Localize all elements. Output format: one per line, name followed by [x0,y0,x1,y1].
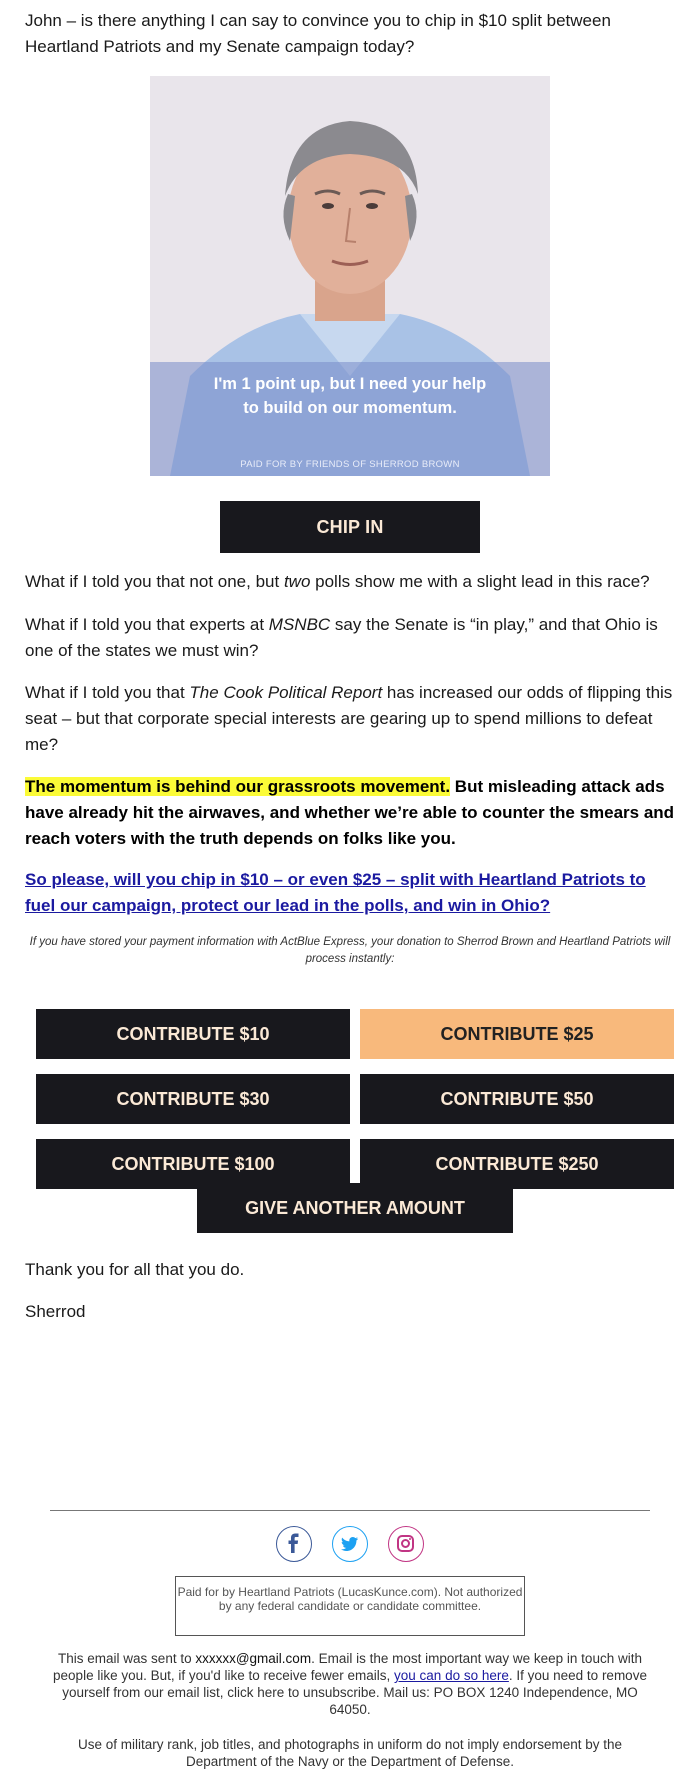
paragraph-ask [25,867,680,919]
paragraph-msnbc [25,612,675,664]
footer-email: xxxxxx@gmail.com [195,1651,312,1666]
para1-before: What if I told you that not one, but [25,572,284,591]
para1-after: polls show me with a slight lead in this race? [310,572,650,591]
give-another-amount-button[interactable]: GIVE ANOTHER AMOUNT [197,1183,513,1233]
hero-caption [150,372,550,420]
footer-rest: . If you need to remove yourself from our email list, click here to unsubscribe. Mail us: PO BOX 1240 Independence, MO 64050. [62,1668,647,1717]
thanks-text: Thank you for all that you do. [25,1260,245,1279]
para1-em: two [283,572,311,591]
intro-text: John – is there anything I can say to convince you to chip in $10 split between Heartland Patriots and my Senate campaign today? [25,11,611,56]
para2-before: What if I told you that experts at [25,615,269,634]
footer-middle: . Email is the most important way we keep in touch with people like you. But, if you'd like to receive fewer emails, [53,1651,642,1683]
contribute-10-button[interactable]: CONTRIBUTE $10 [36,1009,350,1059]
fewer-emails-link[interactable]: you can do so here [394,1668,509,1683]
contribute-25-button[interactable]: CONTRIBUTE $25 [360,1009,674,1059]
paragraph-momentum [25,774,680,852]
hero-image[interactable] [150,76,550,476]
hero-caption-line2: to build on our momentum. [243,399,457,417]
contribute-100-button[interactable]: CONTRIBUTE $100 [36,1139,350,1189]
twitter-icon[interactable] [332,1526,368,1562]
footer-divider [50,1510,650,1511]
facebook-icon[interactable] [276,1526,312,1562]
para4-rest: But misleading attack ads have already hit the airwaves, and whether we’re able to counter the smears and reach voters with the truth depends on folks like you. [25,777,675,848]
para2-em: MSNBC [268,615,331,634]
para3-em: The Cook Political Report [189,683,383,702]
actblue-express-note: If you have stored your payment information with ActBlue Express, your donation to Sherrod Brown and Heartland Patriots will process instantly: [29,936,671,965]
para2-after: say the Senate is “in play,” and that Ohio is one of the states we must win? [25,615,658,660]
para3-after: has increased our odds of flipping this seat – but that corporate special interests are gearing up to spend millions to defeat me? [25,683,673,754]
para3-before: What if I told you that [25,683,190,702]
footer-text [45,1650,655,1718]
contribute-250-button[interactable]: CONTRIBUTE $250 [360,1139,674,1189]
paragraph-polls [25,569,675,595]
chip-in-button[interactable]: CHIP IN [220,501,480,553]
footer-disclaimer: Use of military rank, job titles, and photographs in uniform do not imply endorsement by the Department of the Navy or the Department of Defense. [77,1737,623,1769]
signature: Sherrod [25,1302,86,1321]
ask-link[interactable]: So please, will you chip in $10 – or even $25 – split with Heartland Patriots to fuel our campaign, protect our lead in the polls, and win in Ohio? [25,870,646,915]
contribute-50-button[interactable]: CONTRIBUTE $50 [360,1074,674,1124]
hero-caption-line1: I'm 1 point up, but I need your help [213,375,487,393]
highlighted-text: The momentum is behind our grassroots movement. [25,777,451,796]
instagram-icon[interactable] [388,1526,424,1562]
footer-sent-prefix: This email was sent to [58,1651,196,1666]
contribute-30-button[interactable]: CONTRIBUTE $30 [36,1074,350,1124]
paragraph-cook-report [25,680,675,758]
hero-paid-by: PAID FOR BY FRIENDS OF SHERROD BROWN [240,459,460,470]
paid-for-box: Paid for by Heartland Patriots (LucasKunce.com). Not authorized by any federal candidate or candidate committee. [175,1576,525,1636]
